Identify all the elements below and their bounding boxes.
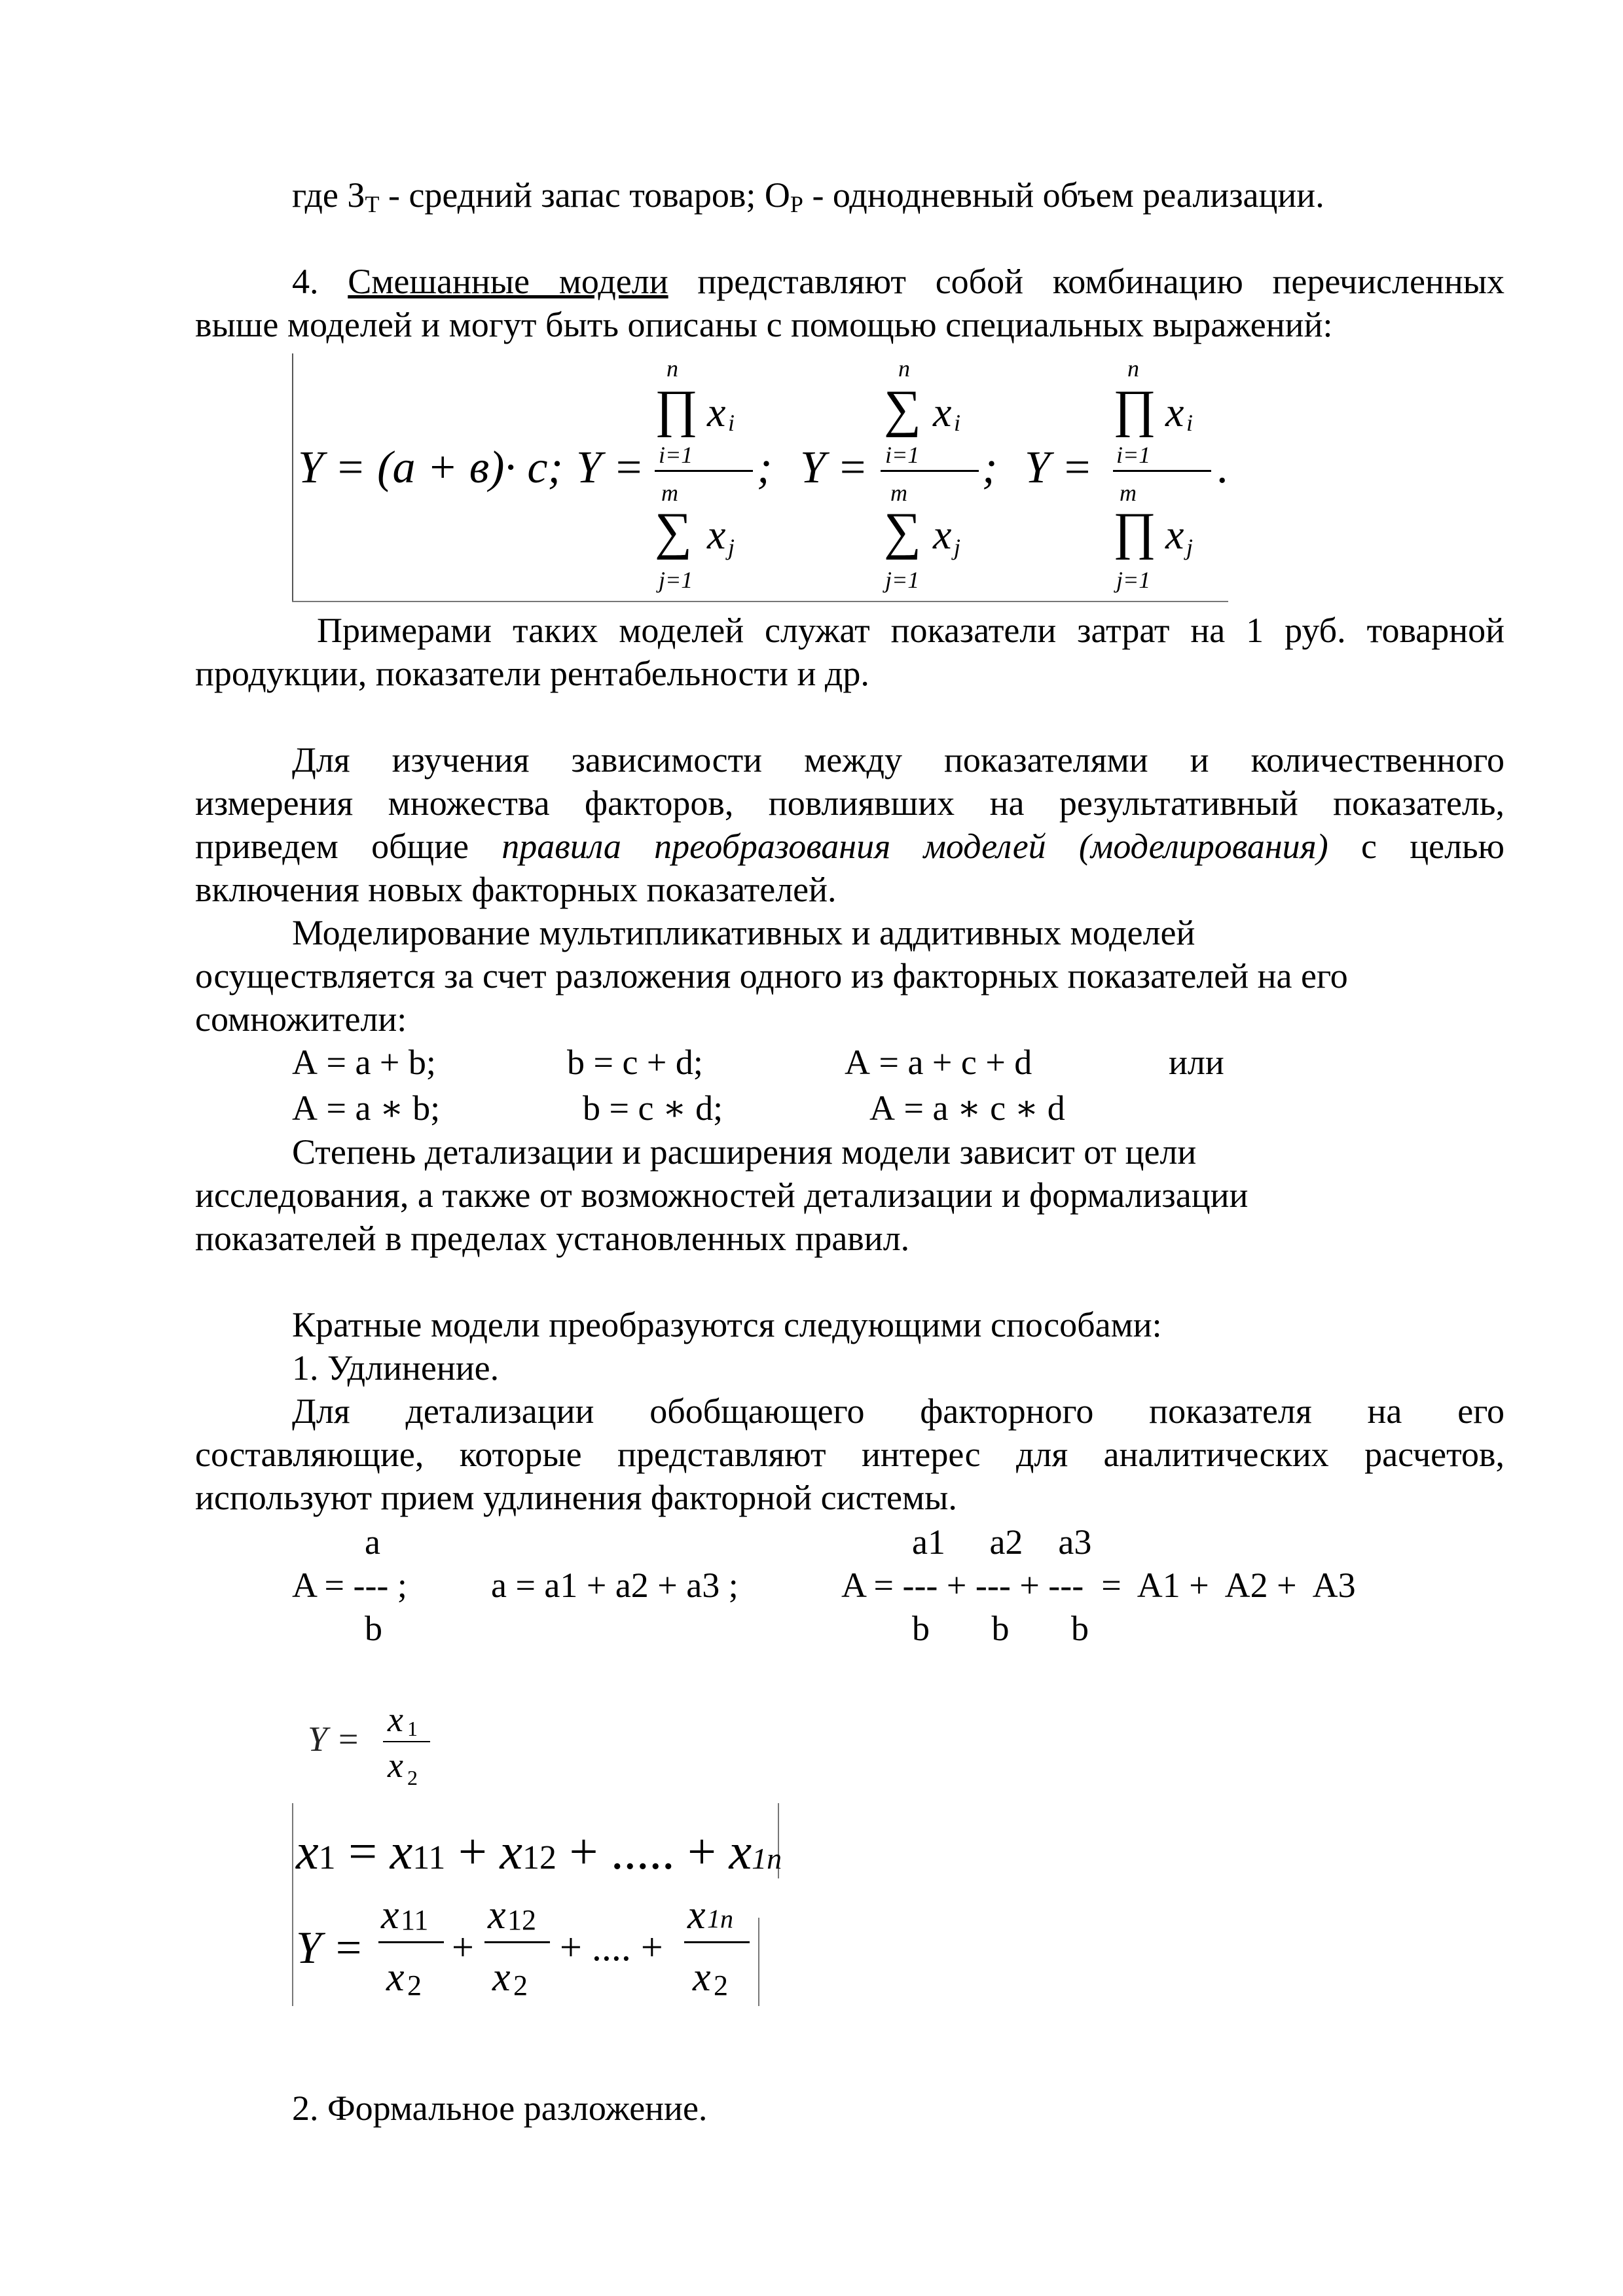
sys-bar2 [484,1941,550,1943]
study-line3: приведем общие правила преобразования моделей (моделирования) с целью [195,827,1504,866]
formula-y1: Y = [576,442,644,493]
degree-line2: исследования, а также от возможностей детализации и формализации [195,1175,1249,1215]
sys-n1-s: 11 [401,1904,429,1936]
system-left-border [292,1803,293,2006]
frac-eq3: A = --- + --- + --- = A1 + A2 + A3 [841,1566,1356,1605]
frac-bots: b b b [912,1609,1089,1648]
sum-icon-3: ∑ [884,503,922,560]
f1-xj: x [707,511,726,558]
sys-n2-s: 12 [507,1904,536,1936]
sys-d3-s: 2 [714,1969,728,2001]
f2-i: i [954,410,961,436]
multiple-line5: используют прием удлинения факторной системы. [195,1478,957,1517]
f2-j: j [954,534,961,560]
eq-r1c4: или [1169,1043,1224,1082]
sys-n2-x: x [488,1893,506,1937]
f1-j1: j=1 [659,567,693,593]
formal-decomposition: 2. Формальное разложение. [292,2089,708,2128]
f1-j: j [728,534,735,560]
f2-semi: ; [982,442,998,493]
formula-y2: Y = [800,442,868,493]
sys-dots: + .... + [560,1926,663,1969]
frac-eq1: A = --- ; [292,1566,407,1605]
frac-b: b [365,1609,382,1648]
study-line1: Для изучения зависимости между показателями и количественного [292,740,1504,780]
f2-m: m [890,480,907,506]
sys-d2-x: x [492,1955,511,2000]
sys-n3-x: x [687,1893,706,1937]
f3-m: m [1120,480,1137,506]
f2-xj: x [933,511,952,558]
sum-icon-2: ∑ [884,380,922,438]
modeling-line1: Моделирование мультипликативных и аддитивных моделей [292,913,1195,952]
multiple-line4: составляющие, которые представляют интерес для аналитических расчетов, [195,1435,1504,1474]
modeling-line3: сомножители: [195,999,407,1039]
mixed-models-line1: 4. Смешанные модели представляют собой комбинацию перечисленных [292,262,1505,301]
eq-r1c1: А = а + b; [292,1043,436,1082]
f1-x: x [707,389,726,435]
modeling-line2: осуществляется за счет разложения одного из факторных показателей на его [195,956,1348,996]
product-icon-3: ∏ [1113,503,1156,560]
f2-x1: x [388,1700,403,1739]
multiple-line3: Для детализации обобщающего факторного показателя на его [292,1391,1504,1431]
sys-n3-s: 1n [707,1904,733,1933]
f2-j1: j=1 [885,567,920,593]
frac-tops: a1 a2 a3 [912,1522,1092,1562]
f2-bar [881,470,979,472]
f3-i1: i=1 [1116,442,1151,468]
f3-bar [1113,470,1211,472]
eq-r1c3: А = а + с + d [845,1043,1032,1082]
f1-i1: i=1 [659,442,693,468]
eq-r2c2: b = c ∗ d; [583,1088,723,1128]
sys-d2-s: 2 [513,1969,528,2001]
f2-bar-top [383,1741,430,1742]
product-icon-2: ∏ [1113,380,1156,438]
eq-r2c1: А = а ∗ b; [292,1088,441,1128]
f3-n: n [1127,355,1139,382]
formula-y3: Y = [1025,442,1093,493]
f3-x: x [1165,389,1184,435]
study-line2: измерения множества факторов, повлиявших на результативный показатель, [195,783,1504,823]
f1-m: m [661,480,678,506]
sys-d3-x: x [693,1955,711,2000]
sum-icon: ∑ [655,503,693,560]
f1-bar [655,470,753,472]
frac-a: a [365,1522,380,1562]
study-line4: включения новых факторных показателей. [195,870,837,909]
mixed-models-line2: выше моделей и могут быть описаны с помощью специальных выражений: [195,305,1333,344]
f2-y: Y = [308,1719,360,1759]
sys-line1: x1 = x11 + x12 + ..... + x1n [296,1823,782,1880]
f2-n: n [898,355,910,382]
f1-i: i [728,410,735,436]
f2-i1: i=1 [885,442,920,468]
examples-line1: Примерами таких моделей служат показатели затрат на 1 руб. товарной [317,611,1504,650]
sys-plus1: + [452,1926,474,1969]
f2-x: x [933,389,952,435]
f1-n: n [666,355,678,382]
product-icon: ∏ [655,380,698,438]
frac-eq2: a = a1 + a2 + a3 ; [491,1566,739,1605]
sys-bar3 [684,1941,750,1943]
line-zapas: где $З_Т$ - средний запас товаров; $О_Р$ - однодневный объем реализации. [292,175,1324,217]
f3-j1: j=1 [1116,567,1151,593]
formula-lhs: Y = (a + в)· c; [298,442,563,493]
f2-s1: 1 [407,1717,418,1740]
eq-r1c2: b = c + d; [567,1043,703,1082]
sys-bar1 [378,1941,444,1943]
degree-line3: показателей в пределах установленных правил. [195,1219,910,1258]
formula-left-border [292,353,293,602]
f3-dot: . [1216,442,1228,493]
sys-d1-x: x [386,1955,405,2000]
sys-y: Y = [296,1923,364,1973]
f1-semi: ; [757,442,773,493]
examples-line2: продукции, показатели рентабельности и др. [195,654,869,693]
multiple-line2: 1. Удлинение. [292,1348,500,1388]
degree-line1: Степень детализации и расширения модели зависит от цели [292,1132,1197,1172]
system-right-border-2 [758,1918,759,2006]
sys-d1-s: 2 [407,1969,422,2001]
f2-s2: 2 [407,1766,418,1789]
formula-bottom-border [292,601,1228,602]
sys-n1-x: x [381,1893,399,1937]
multiple-line1: Кратные модели преобразуются следующими способами: [292,1305,1162,1344]
f2-x2: x [388,1746,403,1785]
f3-j: j [1186,534,1194,560]
f3-i: i [1186,410,1194,436]
eq-r2c3: А = а ∗ с ∗ d [869,1088,1065,1128]
f3-xj: x [1165,511,1184,558]
